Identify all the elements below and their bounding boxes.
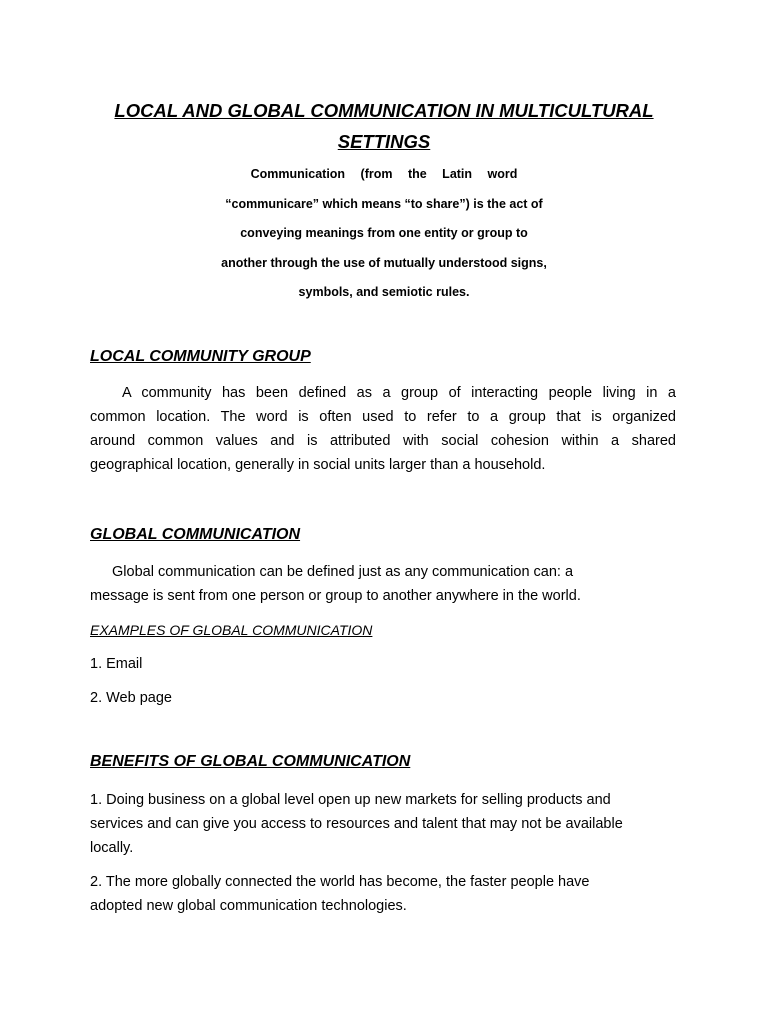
intro-line: conveying meanings from one entity or group to [240,226,528,240]
paragraph-line: services and can give you access to resources and talent that may not be available [90,816,623,832]
benefit-paragraph [90,870,676,918]
intro-line: “communicare” which means “to share”) is the act of [225,196,543,211]
paragraph-line: message is sent from one person or group to another anywhere in the world. [90,588,581,604]
paragraph-line: adopted new global communication technologies. [90,898,407,914]
page-title [90,95,678,157]
paragraph-line: Global communication can be defined just as any communication can: a [112,564,574,580]
paragraph-line: 2. The more globally connected the world has become, the faster people have [90,874,590,890]
example-item: 1. Email [90,656,143,672]
title-line: LOCAL AND GLOBAL COMMUNICATION IN MULTICULTURAL [114,100,654,121]
paragraph-line: common location. The word is often used to refer to a group that is organized [90,409,676,425]
section-heading-benefits: BENEFITS OF GLOBAL COMMUNICATION [90,753,411,770]
section-heading-local-community: LOCAL COMMUNITY GROUP [90,348,311,365]
paragraph-line: locally. [90,840,134,856]
paragraph-line: 1. Doing business on a global level open up new markets for selling products and [90,792,611,808]
paragraph-line: geographical location, generally in social units larger than a household. [90,457,546,473]
local-community-paragraph [90,381,676,477]
examples-subheading: EXAMPLES OF GLOBAL COMMUNICATION [90,622,373,638]
section-heading-global-communication: GLOBAL COMMUNICATION [90,526,301,543]
benefit-paragraph [90,788,676,860]
intro-line: symbols, and semiotic rules. [298,285,470,299]
title-line: SETTINGS [337,131,431,152]
paragraph-line: around common values and is attributed with social cohesion within a shared [90,433,676,449]
paragraph-line: A community has been defined as a group of interacting people living in a [122,385,676,401]
intro-line: another through the use of mutually understood signs, [221,255,547,270]
example-item: 2. Web page [90,690,172,706]
intro-paragraph [200,160,568,308]
global-communication-paragraph [90,560,676,608]
intro-line: Communication (from the Latin word [250,167,518,181]
